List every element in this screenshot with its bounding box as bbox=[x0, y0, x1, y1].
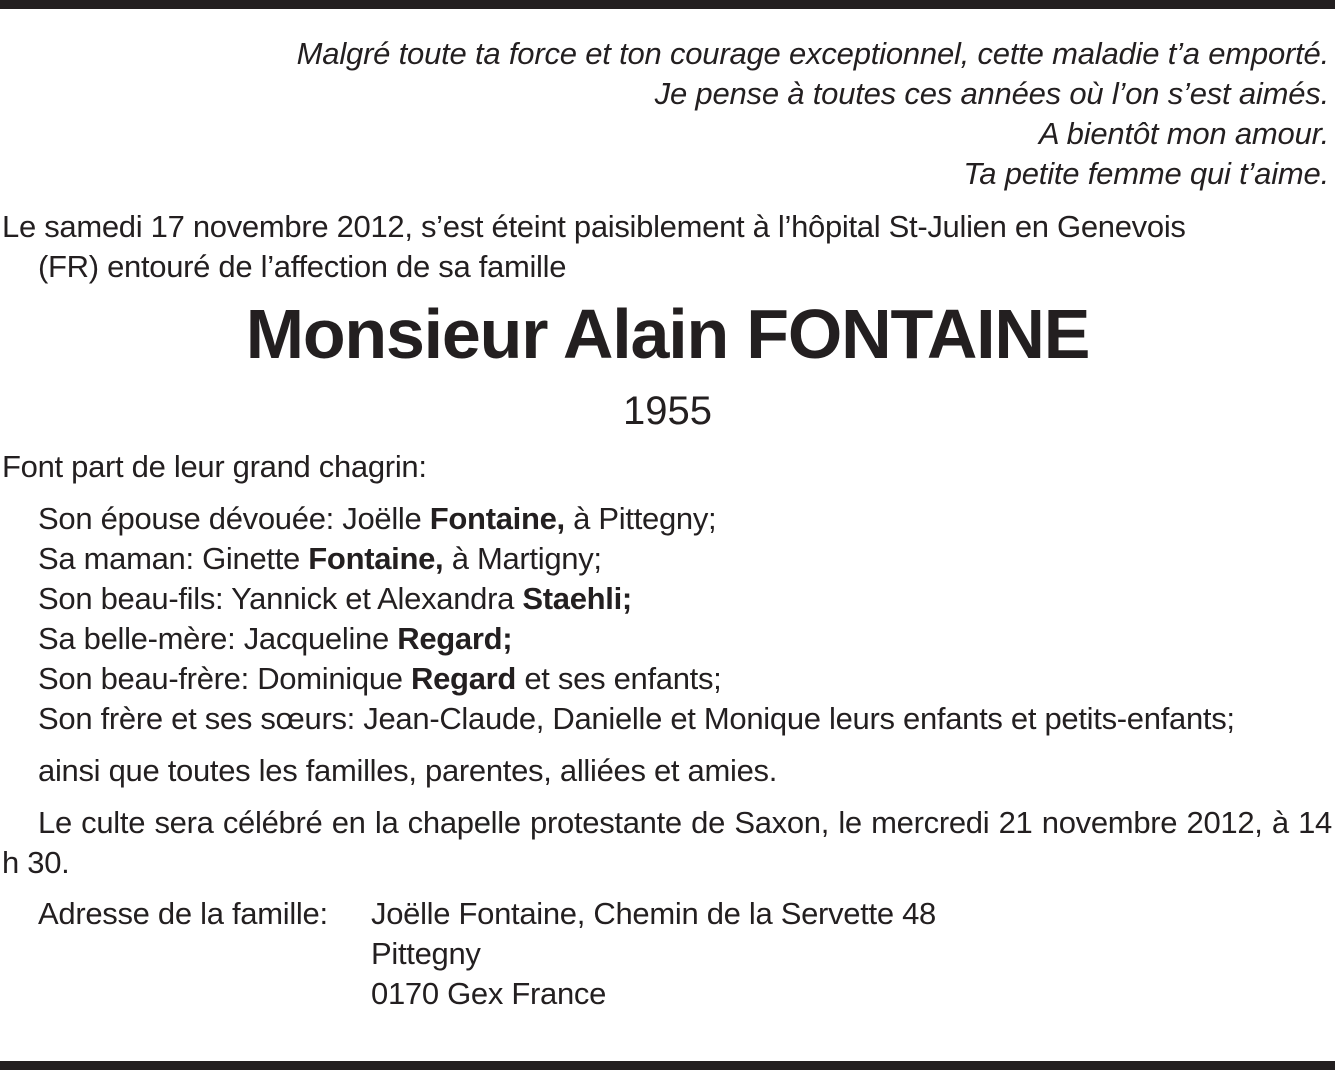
address-line: Joëlle Fontaine, Chemin de la Servette 48 bbox=[371, 896, 936, 931]
death-notice-intro bbox=[2, 207, 1332, 287]
relative-line bbox=[2, 499, 1332, 539]
relative-location: et ses enfants; bbox=[516, 661, 722, 696]
announcement-lead: Font part de leur grand chagrin: bbox=[2, 449, 427, 484]
relative-surname: Fontaine, bbox=[429, 501, 565, 536]
relative-text: Son épouse dévouée: Joëlle bbox=[38, 501, 430, 536]
relative-text: Sa belle-mère: Jacqueline bbox=[38, 621, 398, 656]
relative-line bbox=[2, 579, 1332, 619]
deceased-name: Monsieur Alain FONTAINE bbox=[245, 295, 1090, 373]
intro-line-1: Le samedi 17 novembre 2012, s’est éteint paisiblement à l’hôpital St-Julien en Genevois bbox=[2, 209, 1186, 244]
relative-surname: Fontaine, bbox=[308, 541, 444, 576]
top-rule bbox=[0, 0, 1335, 9]
relative-text: Son beau-frère: Dominique bbox=[38, 661, 412, 696]
relative-surname: Regard bbox=[411, 661, 517, 696]
relative-surname: Regard; bbox=[397, 621, 513, 656]
relative-text: Son beau-fils: Yannick et Alexandra bbox=[38, 581, 523, 616]
address-label: Adresse de la famille: bbox=[38, 896, 328, 931]
birth-year: 1955 bbox=[623, 389, 712, 433]
relative-line bbox=[2, 659, 1332, 699]
bottom-rule bbox=[0, 1061, 1335, 1070]
families-line: ainsi que toutes les familles, parentes, alliées et amies. bbox=[38, 753, 778, 788]
dedication-poem bbox=[297, 34, 1329, 194]
announcement-body bbox=[2, 447, 1332, 1014]
intro-line-2: (FR) entouré de l’affection de sa famille bbox=[38, 249, 567, 284]
ceremony-line: Le culte sera célébré en la chapelle protestante de Saxon, le mercredi 21 novembre 2012, à 14 h 30. bbox=[2, 805, 1332, 880]
poem-line: Je pense à toutes ces années où l’on s’est aimés. bbox=[654, 76, 1329, 111]
relatives-list bbox=[2, 499, 1332, 739]
poem-line: Malgré toute ta force et ton courage exceptionnel, cette maladie t’a emporté. bbox=[296, 36, 1329, 71]
relative-line bbox=[2, 539, 1332, 579]
address-line: Pittegny bbox=[371, 936, 481, 971]
poem-line: A bientôt mon amour. bbox=[1038, 116, 1329, 151]
relative-text: Sa maman: Ginette bbox=[38, 541, 309, 576]
relative-line bbox=[2, 619, 1332, 659]
poem-line: Ta petite femme qui t’aime. bbox=[963, 156, 1329, 191]
relative-surname: Staehli; bbox=[522, 581, 632, 616]
siblings-line: Son frère et ses sœurs: Jean-Claude, Danielle et Monique leurs enfants et petits-enfants; bbox=[38, 701, 1235, 736]
address-line: 0170 Gex France bbox=[371, 976, 607, 1011]
relative-location: à Martigny; bbox=[443, 541, 602, 576]
family-address bbox=[2, 894, 1332, 1014]
relative-location: à Pittegny; bbox=[564, 501, 717, 536]
